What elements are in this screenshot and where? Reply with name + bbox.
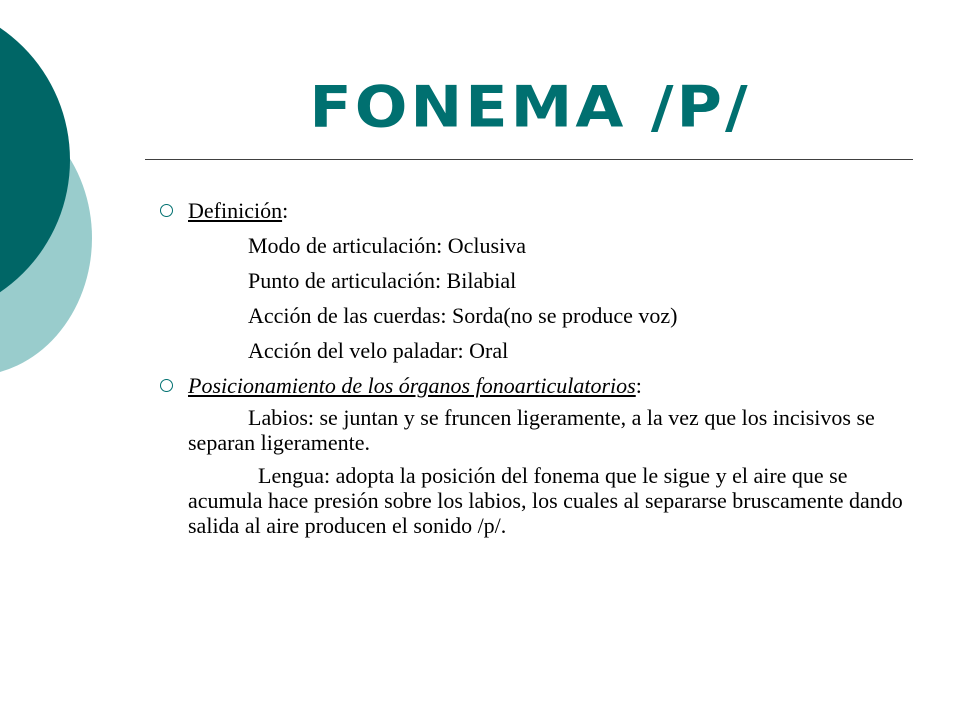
bullet-posicionamiento	[160, 371, 920, 401]
bullet-circle-icon	[160, 204, 173, 217]
paragraph-lengua: Lengua: adopta la posición del fonema que le sigue y el aire que se acumula hace presión sobre los labios, los cuales al separarse bruscamente dando salida al aire producen el sonido /p/.	[188, 463, 903, 538]
definition-item: Acción de las cuerdas: Sorda(no se produce voz)	[248, 303, 678, 328]
definition-item: Punto de articulación: Bilabial	[248, 268, 517, 293]
bullet-circle-icon	[160, 379, 173, 392]
bullet-heading: Posicionamiento de los órganos fonoarticulatorios	[188, 373, 636, 398]
definition-item: Acción del velo paladar: Oral	[248, 338, 509, 363]
title-divider	[145, 159, 913, 160]
bullet-definicion	[160, 196, 920, 226]
bullet-suffix: :	[635, 373, 642, 398]
paragraph-labios: Labios: se juntan y se fruncen ligeramente, a la vez que los incisivos se separan ligeramente.	[188, 405, 875, 455]
slide-body	[160, 196, 920, 538]
bullet-suffix: :	[282, 198, 289, 223]
definition-item: Modo de articulación: Oclusiva	[248, 233, 526, 258]
bullet-heading: Definición	[188, 198, 283, 223]
slide-title: FONEMA /P/	[309, 72, 751, 141]
